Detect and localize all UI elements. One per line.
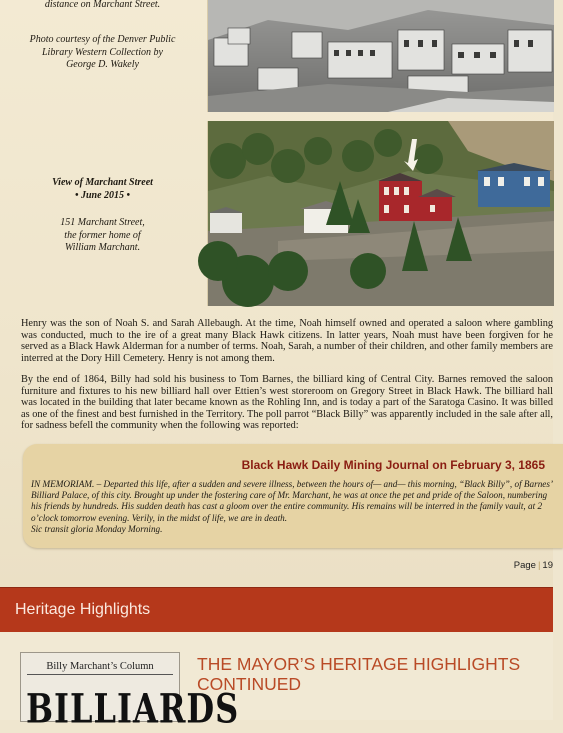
heritage-highlights-banner	[0, 587, 553, 633]
banner-title: Heritage Highlights	[15, 601, 151, 618]
historic-photo	[207, 0, 554, 112]
paragraph-1: Henry was the son of Noah S. and Sarah Allebaugh. At the time, Noah himself owned and operated a saloon where gambling was conducted, much to the ire of a great many Black Hawk citizens. In latter years, Noah must have been forgiven for he served as a Black Hawk Alderman for a number of terms. Noah, Sarah, a number of their children, and other family members are interred at the Dory Hill Cemetery. Henry is not among them.	[21, 318, 553, 364]
view-caption	[0, 177, 205, 202]
quote-body	[31, 479, 555, 535]
clipping-header: Billy Marchant’s Column	[27, 661, 173, 675]
blue-house-shape	[476, 163, 552, 207]
quote-closing: Sic transit gloria Monday Morning.	[31, 523, 163, 534]
view-caption-date: • June 2015 •	[74, 189, 131, 201]
page-separator: |	[537, 560, 541, 571]
marchant-street-2015-image	[208, 121, 554, 306]
page-number-value: 19	[542, 560, 553, 571]
mayor-title-line-1: THE MAYOR’S HERITAGE HIGHLIGHTS	[197, 654, 521, 674]
historic-town-photo-image	[208, 0, 554, 112]
quote-text: IN MEMORIAM. – Departed this life, after a sudden and severe illness, between the hours of— and— this morning, “Black Billy”, of Barnes’ Billiard Palace, of this city. Brought up under the fostering care of Mr. Marchant, he was at once the pet and pride of the Saloon, numbering his friends by hundreds. His sudden death has cast a gloom over the entire community. His remains will be interred in the family vault, at 2 o’clock tomorrow evening. Verily, in the midst of life, we are in death.	[31, 479, 552, 523]
address-caption: 151 Marchant Street, the former home of William Marchant.	[60, 217, 145, 253]
page-number	[514, 560, 553, 571]
paragraph-2: By the end of 1864, Billy had sold his business to Tom Barnes, the billiard king of Central City. Barnes removed the saloon furniture and fixtures to his new billiard hall over Ettien’s west storeroom on Gregory Street in Black Hawk. The billiard hall was located in the building that later became known as the Rohling Inn, and is today a part of the Saratoga Casino. It was billed as one of the finest and best furnished in the Territory. The poll parrot “Black Billy” was apparently included in the sale after all, for sadness befell the community when the following was reported:	[21, 374, 553, 432]
mayor-title-line-2: CONTINUED	[197, 674, 302, 694]
view-caption-title: View of Marchant Street	[52, 177, 153, 188]
billiards-clipping-image	[20, 652, 240, 733]
photo-credit-caption: Photo courtesy of the Denver Public Library Western Collection by George D. Wakely	[29, 34, 176, 70]
modern-street-photo	[207, 121, 554, 306]
newspaper-quote-box	[23, 444, 563, 548]
clipping-billiards-text: BILLIARDS	[26, 685, 240, 733]
heritage-highlights-section	[0, 632, 553, 733]
page-label: Page	[513, 560, 536, 571]
quote-source-title: Black Hawk Daily Mining Journal on February 3, 1865	[241, 458, 545, 472]
mayor-highlights-title	[197, 654, 547, 694]
caption-top-fragment: distance on Marchant Street.	[44, 0, 161, 10]
